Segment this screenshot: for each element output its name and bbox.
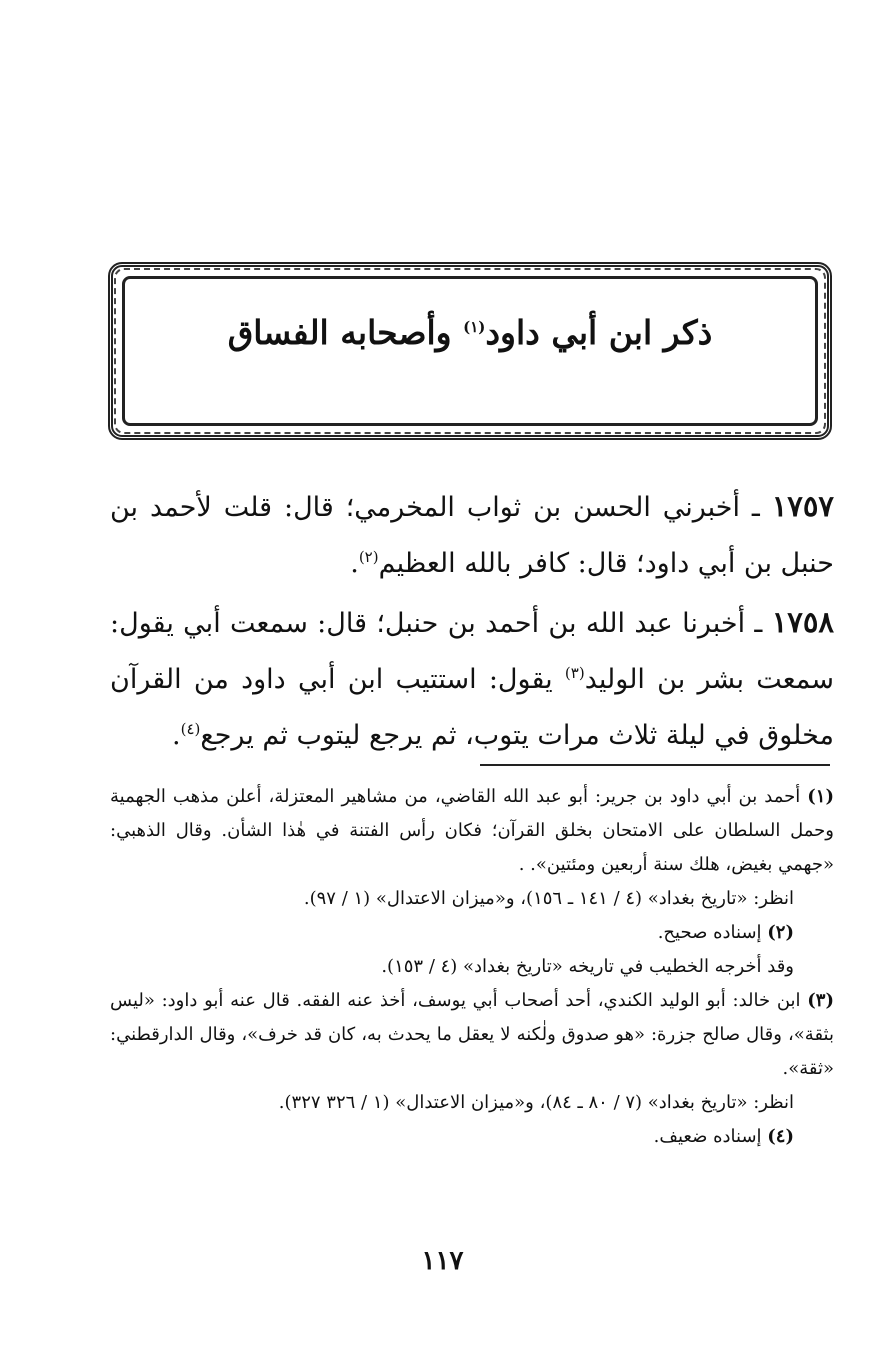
chapter-title-footnote-ref: (١) — [463, 318, 486, 336]
entry-text-end: . — [172, 720, 181, 751]
entry-1758 — [110, 594, 834, 764]
footnote-text: ابن خالد: أبو الوليد الكندي، أحد أصحاب أبي يوسف، أخذ عنه الفقه. قال عنه أبو داود: «ليس بثقة»، وقال صالح جزرة: «هو صدوق ولٰكنه لا يعقل ما يحدث به، كان قد خرف»، وقال الدارقطني: «ثقة». — [110, 990, 834, 1079]
footnote-separator — [480, 764, 830, 766]
chapter-title-tail: وأصحابه الفساق — [227, 313, 452, 352]
footnote-text: انظر: «تاريخ بغداد» (٤ / ١٤١ ـ ١٥٦)، و«ميزان الاعتدال» (١ / ٩٧). — [303, 888, 794, 909]
footnote-ref: (٤) — [180, 720, 201, 738]
footnote-1-reference — [110, 882, 834, 916]
chapter-title-text: ذكر ابن أبي داود — [485, 313, 713, 352]
entry-text: ـ أخبرنا عبد الله بن أحمد بن حنبل؛ قال: سمعت أبي يقول: سمعت بشر بن الوليد — [110, 608, 834, 695]
footnote-label: (٢) — [767, 922, 794, 943]
footnote-2-reference — [110, 950, 834, 984]
footnote-label: (٤) — [767, 1126, 794, 1147]
entry-1757 — [110, 478, 834, 592]
footnote-ref: (٢) — [358, 548, 379, 566]
entry-text-end: . — [350, 548, 359, 579]
footnote-label: (٣) — [807, 990, 834, 1011]
chapter-title — [122, 310, 818, 356]
footnote-3 — [110, 984, 834, 1086]
footnote-text: إسناده ضعيف. — [653, 1126, 768, 1147]
footnote-2 — [110, 916, 834, 950]
entry-number: ١٧٥٨ — [771, 605, 834, 639]
footnote-text: انظر: «تاريخ بغداد» (٧ / ٨٠ ـ ٨٤)، و«ميزان الاعتدال» (١ / ٣٢٦ ٣٢٧). — [278, 1092, 794, 1113]
entry-number: ١٧٥٧ — [771, 489, 835, 523]
page-number: ١١٧ — [421, 1246, 464, 1276]
footnote-label: (١) — [807, 786, 834, 807]
footnote-text: إسناده صحيح. — [657, 922, 768, 943]
footnote-text: أحمد بن أبي داود بن جرير: أبو عبد الله القاضي، من مشاهير المعتزلة، أعلن مذهب الجهمية وحمل السلطان على الامتحان بخلق القرآن؛ فكان رأس الفتنة في هٰذا الشأن. وقال الذهبي: «جهمي بغيض، هلك سنة أربعين ومئتين». . — [110, 786, 834, 875]
footnote-4 — [110, 1120, 834, 1154]
entry-text-continued: يقول: استتيب ابن أبي داود من القرآن مخلوق في ليلة ثلاث مرات يتوب، ثم يرجع ليتوب ثم يرجع — [110, 664, 834, 751]
entry-text: ـ أخبرني الحسن بن ثواب المخرمي؛ قال: قلت لأحمد بن حنبل بن أبي داود؛ قال: كافر بالله العظيم — [110, 492, 834, 579]
footnote-ref: (٣) — [564, 664, 585, 682]
footnote-text: وقد أخرجه الخطيب في تاريخه «تاريخ بغداد» (٤ / ١٥٣). — [381, 956, 794, 977]
footnotes — [110, 780, 834, 1154]
footnote-1 — [110, 780, 834, 882]
footnote-3-reference — [110, 1086, 834, 1120]
